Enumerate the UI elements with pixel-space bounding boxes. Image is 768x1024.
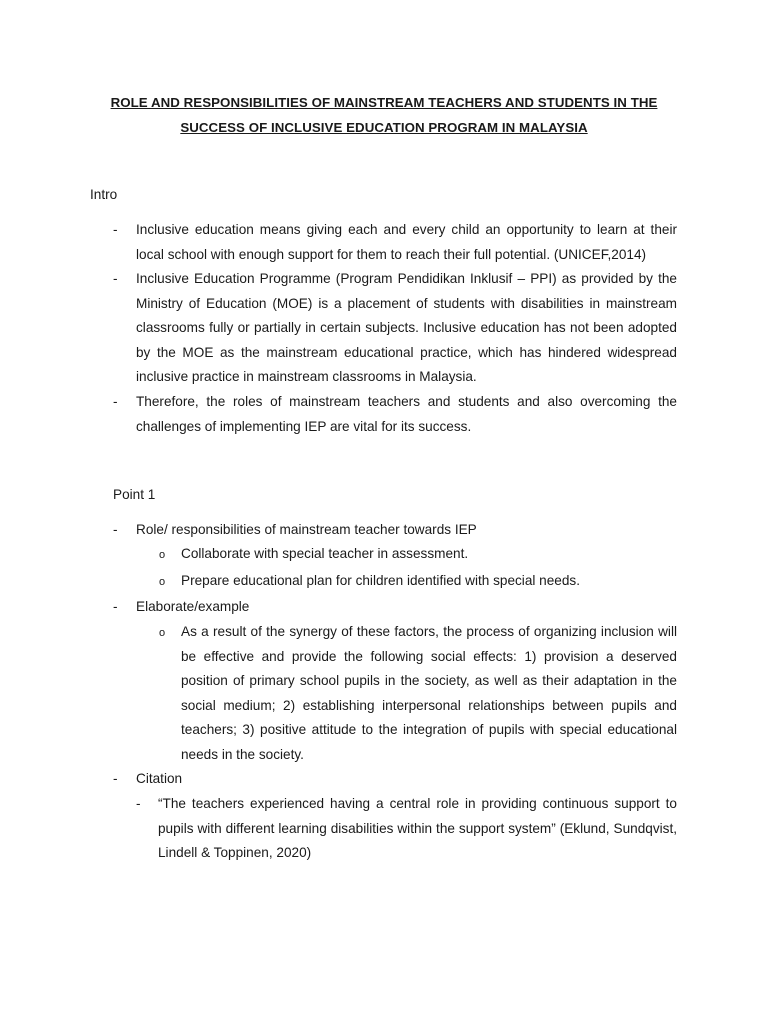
bullet-circle: o bbox=[159, 549, 166, 561]
citation-label: Citation bbox=[136, 771, 183, 786]
intro-heading: Intro bbox=[90, 187, 118, 202]
bullet-dash: - bbox=[113, 271, 118, 286]
role-item-text: Collaborate with special teacher in assessment. bbox=[181, 546, 469, 561]
point1-heading: Point 1 bbox=[113, 487, 156, 502]
bullet-dash: - bbox=[113, 394, 118, 409]
elaborate-item-text: As a result of the synergy of these factors, the process of organizing inclusion will be effective and provide the following social effects: 1) provision a deserved position of primary school pupils in the society, as well as their adaptation in the social medium; 2) establishing interpersonal relationships between pupils and teachers; 3) positive attitude to the integration of pupils with special educational needs in the society. bbox=[181, 624, 677, 762]
bullet-circle: o bbox=[159, 627, 166, 639]
intro-item-text: Inclusive Education Programme (Program Pendidikan Inklusif – PPI) as provided by the Ministry of Education (MOE) is a placement of students with disabilities in mainstream classrooms fully or partially in certain subjects. Inclusive education has not been adopted by the MOE as the mainstream educational practice, which has hindered widespread inclusive practice in mainstream classrooms in Malaysia. bbox=[136, 271, 677, 384]
bullet-dash: - bbox=[113, 599, 118, 614]
bullet-dash: - bbox=[113, 522, 118, 537]
intro-item-text: Therefore, the roles of mainstream teachers and students and also overcoming the challenges of implementing IEP are vital for its success. bbox=[136, 394, 677, 434]
bullet-dash: - bbox=[113, 222, 118, 237]
role-label: Role/ responsibilities of mainstream teacher towards IEP bbox=[136, 522, 477, 537]
bullet-circle: o bbox=[159, 576, 166, 588]
elaborate-label: Elaborate/example bbox=[136, 599, 250, 614]
bullet-dash: - bbox=[136, 796, 141, 811]
intro-item-text: Inclusive education means giving each and every child an opportunity to learn at their local school with enough support for them to reach their full potential. (UNICEF,2014) bbox=[136, 222, 677, 262]
role-item-text: Prepare educational plan for children identified with special needs. bbox=[181, 573, 580, 588]
citation-item-text: “The teachers experienced having a central role in providing continuous support to pupils with different learning disabilities within the support system” (Eklund, Sundqvist, Lindell & Toppinen, 2020) bbox=[158, 796, 677, 860]
bullet-dash: - bbox=[113, 771, 118, 786]
document-title: ROLE AND RESPONSIBILITIES OF MAINSTREAM TEACHERS AND STUDENTS IN THE SUCCESS OF INCLUSIVE EDUCATION PROGRAM IN MALAYSIA bbox=[110, 95, 658, 135]
